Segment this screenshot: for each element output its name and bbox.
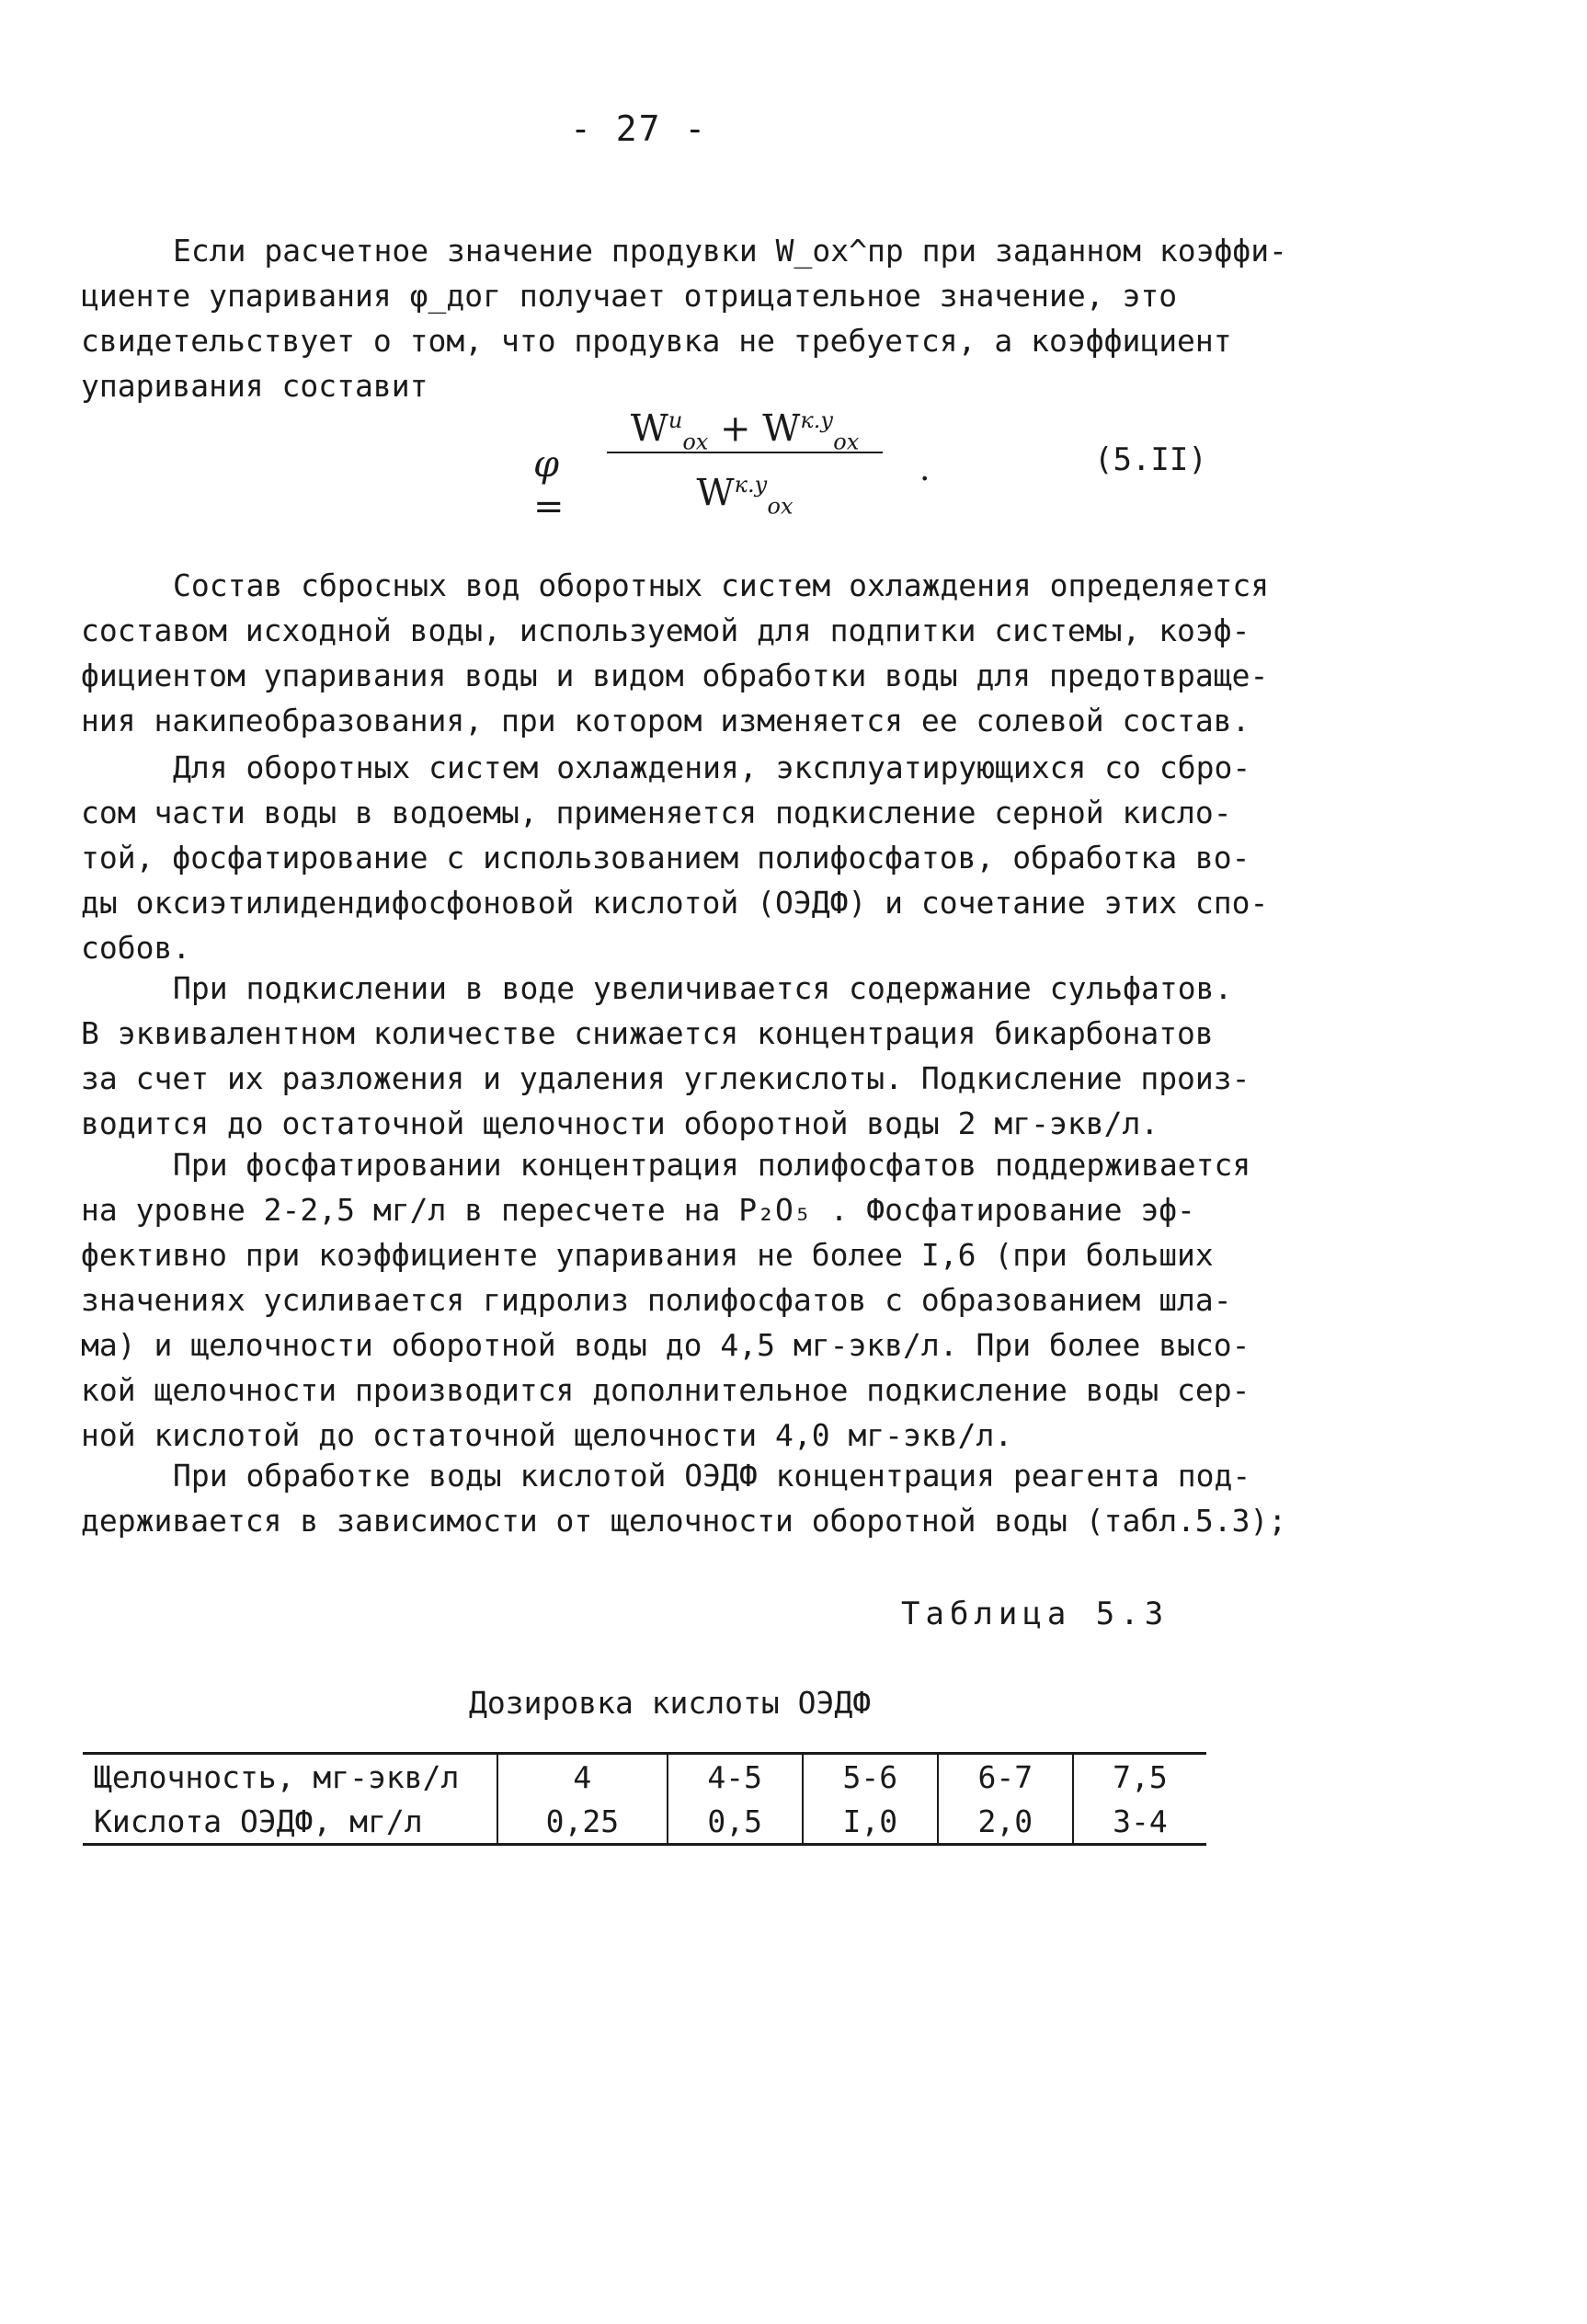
text-line: собов. xyxy=(81,930,191,966)
formula-number: (5.II) xyxy=(1094,441,1207,478)
table-row xyxy=(83,1754,1206,1800)
row-label: Щелочность, мг-экв/л xyxy=(94,1758,460,1795)
text-line: ды оксиэтилидендифосфоновой кислотой (ОЭДФ) и сочетание этих спо- xyxy=(81,885,1269,921)
formula-denominator: $W^{к.у}_{ох}$ xyxy=(696,472,794,520)
text-line: фициентом упаривания воды и видом обработки воды для предотвраще- xyxy=(81,658,1269,693)
table-caption: Таблица 5.3 xyxy=(901,1596,1170,1632)
text-line: свидетельствует о том, что продувка не требуется, а коэффициент xyxy=(81,323,1232,359)
text-line: упаривания составит xyxy=(81,368,428,404)
paragraph-composition xyxy=(81,563,1276,743)
paragraph-methods xyxy=(81,745,1276,970)
text-line: на уровне 2-2,5 мг/л в пересчете на P₂O₅ . Фосфатирование эф- xyxy=(81,1192,1195,1228)
table-title: Дозировка кислоты ОЭДФ xyxy=(469,1685,872,1721)
table-cell: 0,5 xyxy=(668,1799,803,1845)
table-cell: 7,5 xyxy=(1073,1754,1206,1800)
table-cell: 5-6 xyxy=(803,1754,938,1800)
formula-lhs: φ = xyxy=(533,443,565,528)
text-line: кой щелочности производится дополнительное подкисление воды сер- xyxy=(81,1372,1250,1408)
text-line: При обработке воды кислотой ОЭДФ концентрация реагента под- xyxy=(173,1458,1251,1494)
table-cell: 4 xyxy=(497,1754,668,1800)
table-cell: 6-7 xyxy=(938,1754,1073,1800)
text-line: составом исходной воды, используемой для подпитки системы, коэф- xyxy=(81,612,1250,648)
page-number: - 27 - xyxy=(570,109,708,149)
text-line: Состав сбросных вод оборотных систем охлаждения определяется xyxy=(173,567,1270,603)
paragraph-phosphating xyxy=(81,1142,1276,1458)
table-row xyxy=(83,1799,1206,1845)
table-cell: 0,25 xyxy=(497,1799,668,1845)
text-line: циенте упаривания φ_дог получает отрицательное значение, это xyxy=(81,278,1178,314)
text-line: фективно при коэффициенте упаривания не более I,6 (при больших xyxy=(81,1237,1214,1273)
text-line: водится до остаточной щелочности оборотной воды 2 мг-экв/л. xyxy=(81,1105,1159,1141)
dosage-table xyxy=(83,1752,1206,1846)
text-line: При подкислении в воде увеличивается содержание сульфатов. xyxy=(173,970,1233,1006)
paragraph-oedf xyxy=(81,1453,1287,1543)
text-line: Если расчетное значение продувки W_ох^пр при заданном коэффи- xyxy=(173,233,1287,269)
text-line: ния накипеобразования, при котором изменяется ее солевой состав. xyxy=(81,703,1250,738)
formula-fraction xyxy=(607,391,883,520)
text-line: сом части воды в водоемы, применяется подкисление серной кисло- xyxy=(81,795,1232,830)
text-line: Для оборотных систем охлаждения, эксплуатирующихся со сбро- xyxy=(173,750,1251,785)
text-line: держивается в зависимости от щелочности оборотной воды (табл.5.3); xyxy=(81,1503,1287,1539)
table-cell: 2,0 xyxy=(938,1799,1073,1845)
paragraph-acidification xyxy=(81,966,1276,1146)
row-label: Кислота ОЭДФ, мг/л xyxy=(94,1803,423,1839)
text-line: ной кислотой до остаточной щелочности 4,0 мг-экв/л. xyxy=(81,1417,1013,1453)
text-line: за счет их разложения и удаления углекислоты. Подкисление произ- xyxy=(81,1060,1250,1096)
table-cell: I,0 xyxy=(803,1799,938,1845)
text-line: ма) и щелочности оборотной воды до 4,5 мг-экв/л. При более высо- xyxy=(81,1327,1250,1363)
formula-numerator: $W^и_{ох} + W^{к.у}_{ох}$ xyxy=(630,407,860,455)
paragraph-blowdown xyxy=(81,228,1287,408)
text-line: той, фосфатирование с использованием полифосфатов, обработка во- xyxy=(81,840,1250,876)
text-line: При фосфатировании концентрация полифосфатов поддерживается xyxy=(173,1147,1251,1183)
text-line: значениях усиливается гидролиз полифосфатов с образованием шла- xyxy=(81,1282,1232,1318)
table-cell: 4-5 xyxy=(668,1754,803,1800)
table-cell: 3-4 xyxy=(1073,1799,1206,1845)
text-line: В эквивалентном количестве снижается концентрация бикарбонатов xyxy=(81,1015,1214,1051)
